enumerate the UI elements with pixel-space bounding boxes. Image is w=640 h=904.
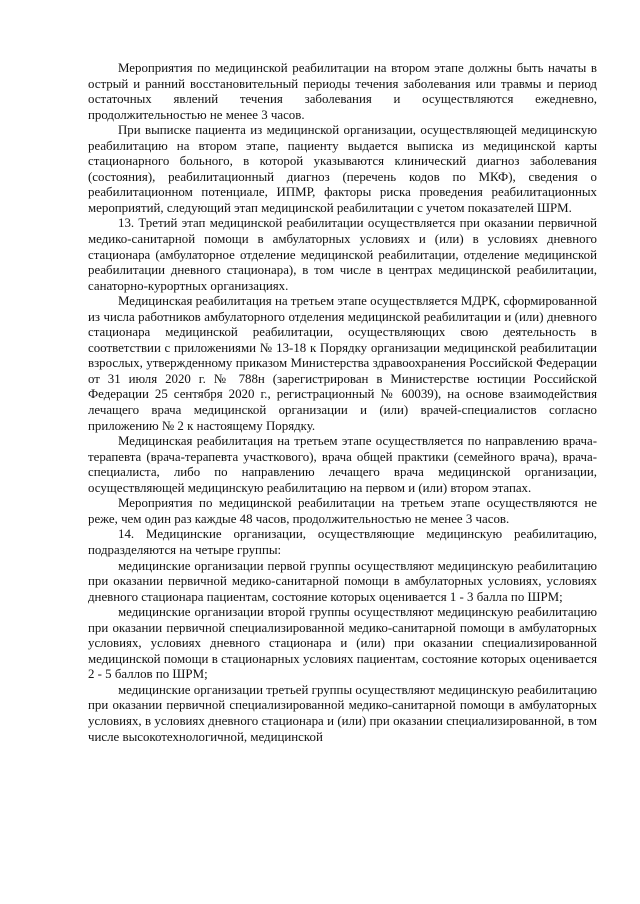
paragraph-third-stage-frequency: Мероприятия по медицинской реабилитации на третьем этапе осуществляются не реже, чем один раз каждые 48 часов, продолжительностью не менее 3 часов.: [88, 496, 597, 526]
paragraph-second-group: медицинские организации второй группы осуществляют медицинскую реабилитацию при оказании первичной специализированной медико-санитарной помощи в амбулаторных условиях, условиях дневного стационара и (или) при оказании специализированной медицинской помощи в стационарных условиях пациентам, состояние которых оценивается 2 - 5 баллов по ШРМ;: [88, 605, 597, 682]
paragraph-third-group: медицинские организации третьей группы осуществляют медицинскую реабилитацию при оказании первичной специализированной медико-санитарной помощи в амбулаторных условиях, в условиях дневного стационара и (или) при оказании специализированной, в том числе высокотехнологичной, медицинской: [88, 682, 597, 744]
document-page: [88, 61, 597, 745]
paragraph-third-stage-mdrk: Медицинская реабилитация на третьем этапе осуществляется МДРК, сформированной из числа работников амбулаторного отделения медицинской реабилитации и (или) дневного стационара медицинской реабилитации, осуществляющих свою деятельность в соответствии с приложениями № 13-18 к Порядку организации медицинской реабилитации взрослых, утвержденному приказом Министерства здравоохранения Российской Федерации от 31 июля 2020 г. № 788н (зарегистрирован в Министерстве юстиции Российской Федерации 25 сентября 2020 г., регистрационный № 60039), на основе взаимодействия лечащего врача медицинской организации и (или) врачей-специалистов согласно приложению № 2 к настоящему Порядку.: [88, 294, 597, 433]
paragraph-section-13: 13. Третий этап медицинской реабилитации осуществляется при оказании первичной медико-санитарной помощи в амбулаторных условиях и (или) в условиях дневного стационара (амбулаторное отделение медицинской реабилитации, отделение медицинской реабилитации дневного стационара), в том числе в центрах медицинской реабилитации, санаторно-курортных организациях.: [88, 216, 597, 293]
paragraph-third-stage-referral: Медицинская реабилитация на третьем этапе осуществляется по направлению врача-терапевта (врача-терапевта участкового), врача общей практики (семейного врача), врача-специалиста, либо по направлению лечащего врача медицинской организации, осуществляющей медицинскую реабилитацию на первом и (или) втором этапах.: [88, 434, 597, 495]
paragraph-second-stage-duration: Мероприятия по медицинской реабилитации на втором этапе должны быть начаты в острый и ранний восстановительный периоды течения заболевания или травмы и период остаточных явлений течения заболевания и осуществляются ежедневно, продолжительностью не менее 3 часов.: [88, 61, 597, 122]
paragraph-first-group: медицинские организации первой группы осуществляют медицинскую реабилитацию при оказании первичной медико-санитарной помощи в амбулаторных условиях, условиях дневного стационара пациентам, состояние которых оценивается 1 - 3 балла по ШРМ;: [88, 558, 597, 604]
paragraph-discharge-extract: При выписке пациента из медицинской организации, осуществляющей медицинскую реабилитацию на втором этапе, пациенту выдается выписка из медицинской карты стационарного больного, в которой указываются клинический диагноз заболевания (состояния), реабилитационный диагноз (перечень кодов по МКФ), сведения о реабилитационном потенциале, ИПМР, факторы риска проведения реабилитационных мероприятий, следующий этап медицинской реабилитации с учетом показателей ШРМ.: [88, 123, 597, 215]
paragraph-section-14: 14. Медицинские организации, осуществляющие медицинскую реабилитацию, подразделяются на четыре группы:: [88, 527, 597, 557]
